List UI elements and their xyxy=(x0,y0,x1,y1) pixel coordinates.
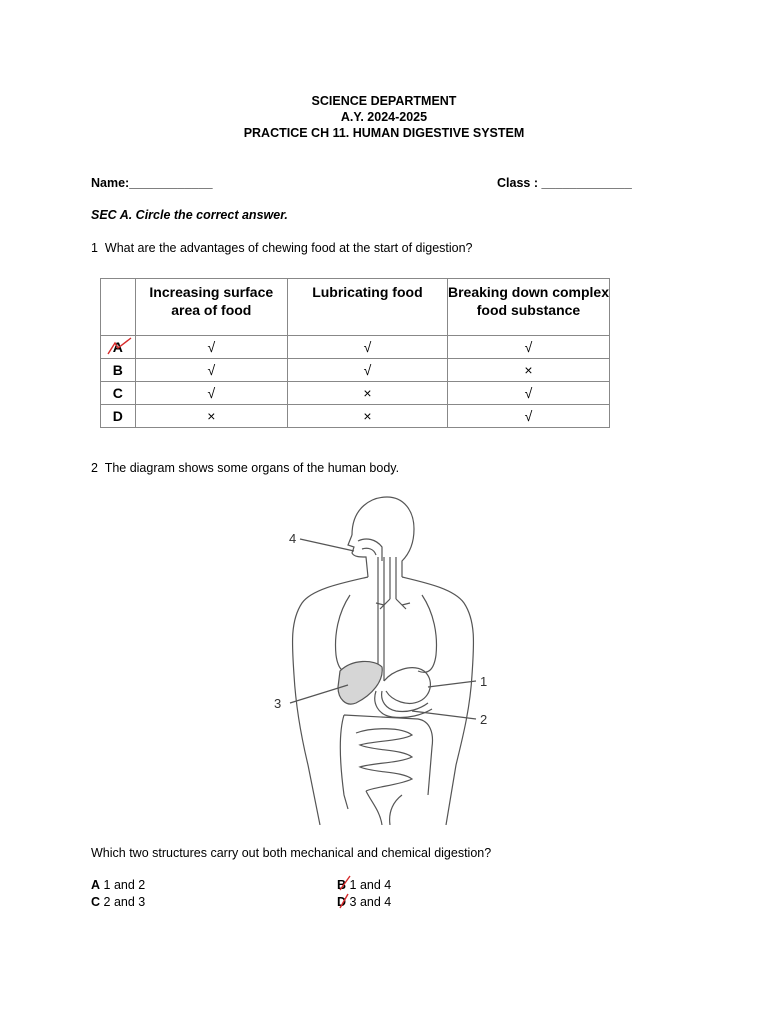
option-letter: C xyxy=(91,895,101,909)
table-cell: × xyxy=(447,359,609,382)
column-header: Increasing surface area of food xyxy=(135,279,287,336)
answer-table xyxy=(100,278,610,428)
digestive-system-diagram xyxy=(262,495,502,825)
row-letter xyxy=(101,336,136,359)
table-cell: √ xyxy=(287,336,447,359)
option-text: 1 and 4 xyxy=(349,878,392,892)
name-field[interactable]: Name:____________ xyxy=(91,176,213,190)
header-line-3: PRACTICE CH 11. HUMAN DIGESTIVE SYSTEM xyxy=(243,126,525,140)
header-line-2: A.Y. 2024-2025 xyxy=(340,110,428,124)
label-1: 1 xyxy=(480,674,488,689)
table-cell: × xyxy=(287,382,447,405)
label-4: 4 xyxy=(289,531,297,546)
row-letter: D xyxy=(101,405,136,428)
header-line-1: SCIENCE DEPARTMENT xyxy=(311,94,457,108)
table-cell: × xyxy=(287,405,447,428)
question-2-prompt: Which two structures carry out both mechanical and chemical digestion? xyxy=(91,846,492,860)
option-letter: A xyxy=(91,878,101,892)
row-letter-text: A xyxy=(112,339,123,355)
label-2: 2 xyxy=(480,712,488,727)
column-header: Breaking down complex food substance xyxy=(447,279,609,336)
question-1-text: What are the advantages of chewing food at the start of digestion? xyxy=(104,241,473,255)
table-row[interactable] xyxy=(101,336,610,359)
option-text: 2 and 3 xyxy=(103,895,146,909)
option-a[interactable] xyxy=(91,878,145,892)
table-cell: × xyxy=(135,405,287,428)
question-1-number: 1 xyxy=(91,241,98,255)
section-title: SEC A. Circle the correct answer. xyxy=(91,208,288,222)
table-cell: √ xyxy=(135,336,287,359)
table-cell: √ xyxy=(447,382,609,405)
question-1 xyxy=(91,241,473,255)
class-field[interactable]: Class : _____________ xyxy=(497,176,632,190)
tick-mark-annotation xyxy=(101,336,135,358)
question-2 xyxy=(91,461,399,475)
table-cell: √ xyxy=(447,336,609,359)
option-text: 1 and 2 xyxy=(103,878,146,892)
row-letter: B xyxy=(101,359,136,382)
question-2-text: The diagram shows some organs of the human body. xyxy=(104,461,400,475)
table-row[interactable] xyxy=(101,382,610,405)
table-cell: √ xyxy=(135,359,287,382)
table-corner xyxy=(101,279,136,336)
option-c[interactable] xyxy=(91,895,145,909)
label-3: 3 xyxy=(274,696,282,711)
option-letter: B xyxy=(337,878,347,892)
table-cell: √ xyxy=(447,405,609,428)
table-cell: √ xyxy=(135,382,287,405)
option-text: 3 and 4 xyxy=(349,895,392,909)
question-2-number: 2 xyxy=(91,461,98,475)
option-letter: D xyxy=(337,895,347,909)
table-row[interactable] xyxy=(101,359,610,382)
row-letter: C xyxy=(101,382,136,405)
table-cell: √ xyxy=(287,359,447,382)
strike-mark-annotation xyxy=(334,872,358,912)
column-header: Lubricating food xyxy=(287,279,447,336)
table-row[interactable] xyxy=(101,405,610,428)
